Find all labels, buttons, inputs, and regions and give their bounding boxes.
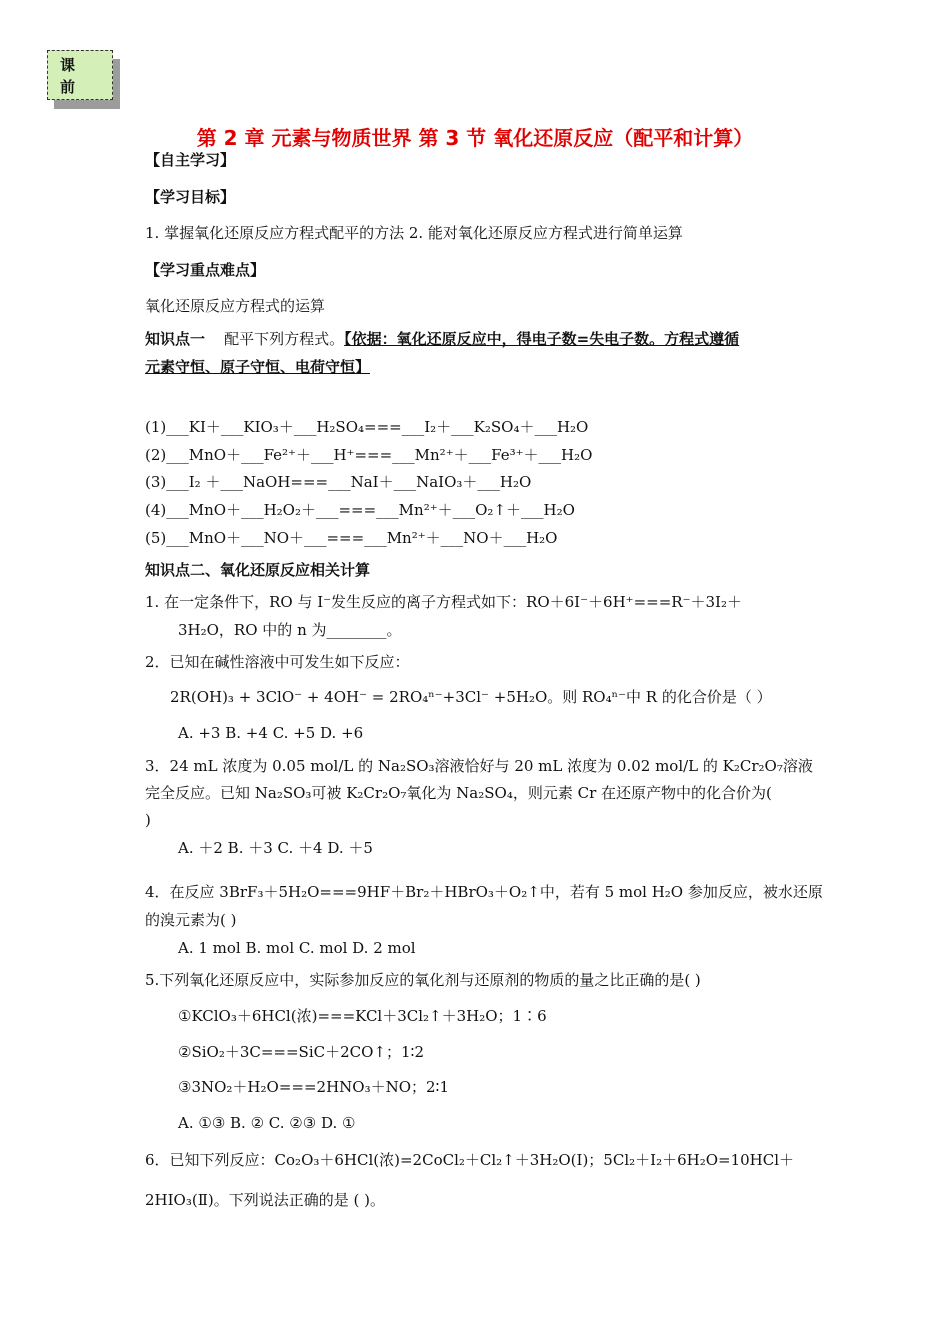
kp1-basis-1: 【依据：氧化还原反应中，得电子数=失电子数。方程式遵循 — [344, 330, 740, 348]
kp1-label: 知识点一 — [145, 330, 206, 348]
equation-2: (2)___MnO＋___Fe²⁺＋___H⁺===___Mn²⁺＋___Fe³⁺＋___H₂O — [145, 446, 593, 464]
q2-options: A. +3 B. +4 C. +5 D. +6 — [178, 724, 364, 742]
key-points-text: 氧化还原反应方程式的运算 — [145, 297, 326, 315]
heading-key-points: 【学习重点难点】 — [145, 261, 266, 279]
q4-line1: 4．在反应 3BrF₃＋5H₂O===9HF＋Br₂＋HBrO₃＋O₂↑中，若有 5 mol H₂O 参加反应，被水还原 — [145, 883, 823, 901]
badge-box — [47, 50, 113, 100]
q3-options: A. ＋2 B. ＋3 C. ＋4 D. ＋5 — [178, 839, 373, 857]
objectives-text: 1. 掌握氧化还原反应方程式配平的方法 2. 能对氧化还原反应方程式进行简单运算 — [145, 224, 683, 242]
q5-line1: 5.下列氧化还原反应中，实际参加反应的氧化剂与还原剂的物质的量之比正确的是( ) — [145, 971, 701, 989]
heading-self-study: 【自主学习】 — [145, 151, 236, 169]
equation-3: (3)___I₂ ＋___NaOH===___NaI＋___NaIO₃＋___H₂O — [145, 473, 532, 491]
equation-1: (1)___KI＋___KIO₃＋___H₂SO₄===___I₂＋___K₂SO₄＋___H₂O — [145, 418, 589, 436]
kp1-text: 配平下列方程式。 — [224, 330, 345, 348]
page-title: 第 2 章 元素与物质世界 第 3 节 氧化还原反应（配平和计算） — [196, 126, 754, 150]
q5-item3: ③3NO₂＋H₂O===2HNO₃＋NO；2∶1 — [178, 1078, 449, 1096]
heading-objectives: 【学习目标】 — [145, 188, 236, 206]
q2-line2: 2R(OH)₃ + 3ClO⁻ + 4OH⁻ = 2RO₄ⁿ⁻+3Cl⁻ +5H₂O。则 RO₄ⁿ⁻中 R 的化合价是（ ） — [170, 688, 772, 706]
kp1-basis-2: 元素守恒、原子守恒、电荷守恒】 — [145, 358, 371, 376]
q6-line2: 2HIO₃(Ⅱ)。下列说法正确的是 ( )。 — [145, 1191, 386, 1209]
q1-line1: 1. 在一定条件下，RO 与 I⁻发生反应的离子方程式如下：RO＋6I⁻＋6H⁺===R⁻＋3I₂＋ — [145, 593, 742, 611]
q1-line2: 3H₂O，RO 中的 n 为________。 — [178, 621, 402, 639]
q5-item2: ②SiO₂＋3C===SiC＋2CO↑；1∶2 — [178, 1043, 424, 1061]
q5-item1: ①KClO₃＋6HCl(浓)===KCl＋3Cl₂↑＋3H₂O；1∶6 — [178, 1007, 547, 1025]
lesson-badge — [47, 50, 119, 107]
q4-options: A. 1 mol B. mol C. mol D. 2 mol — [178, 939, 416, 957]
q6-line1: 6．已知下列反应：Co₂O₃＋6HCl(浓)=2CoCl₂＋Cl₂↑＋3H₂O(Ⅰ)；5Cl₂＋I₂＋6H₂O=10HCl＋ — [145, 1151, 795, 1169]
q3-line3: ) — [145, 811, 151, 829]
q5-options: A. ①③ B. ② C. ②③ D. ① — [178, 1114, 356, 1132]
kp2-heading: 知识点二、氧化还原反应相关计算 — [145, 561, 371, 579]
badge-line1: 课 — [60, 56, 76, 74]
equation-4: (4)___MnO＋___H₂O₂＋___===___Mn²⁺＋___O₂↑＋___H₂O — [145, 501, 575, 519]
badge-line2: 前 — [60, 78, 76, 96]
equation-5: (5)___MnO＋___NO＋___===___Mn²⁺＋___NO＋___H₂O — [145, 529, 558, 547]
kp1-line — [145, 329, 739, 349]
q3-line1: 3．24 mL 浓度为 0.05 mol/L 的 Na₂SO₃溶液恰好与 20 mL 浓度为 0.02 mol/L 的 K₂Cr₂O₇溶液 — [145, 757, 813, 775]
q3-line2: 完全反应。已知 Na₂SO₃可被 K₂Cr₂O₇氧化为 Na₂SO₄，则元素 Cr 在还原产物中的化合价为( — [145, 784, 772, 802]
q4-line2: 的溴元素为( ) — [145, 911, 237, 929]
q2-line1: 2．已知在碱性溶液中可发生如下反应： — [145, 653, 410, 671]
